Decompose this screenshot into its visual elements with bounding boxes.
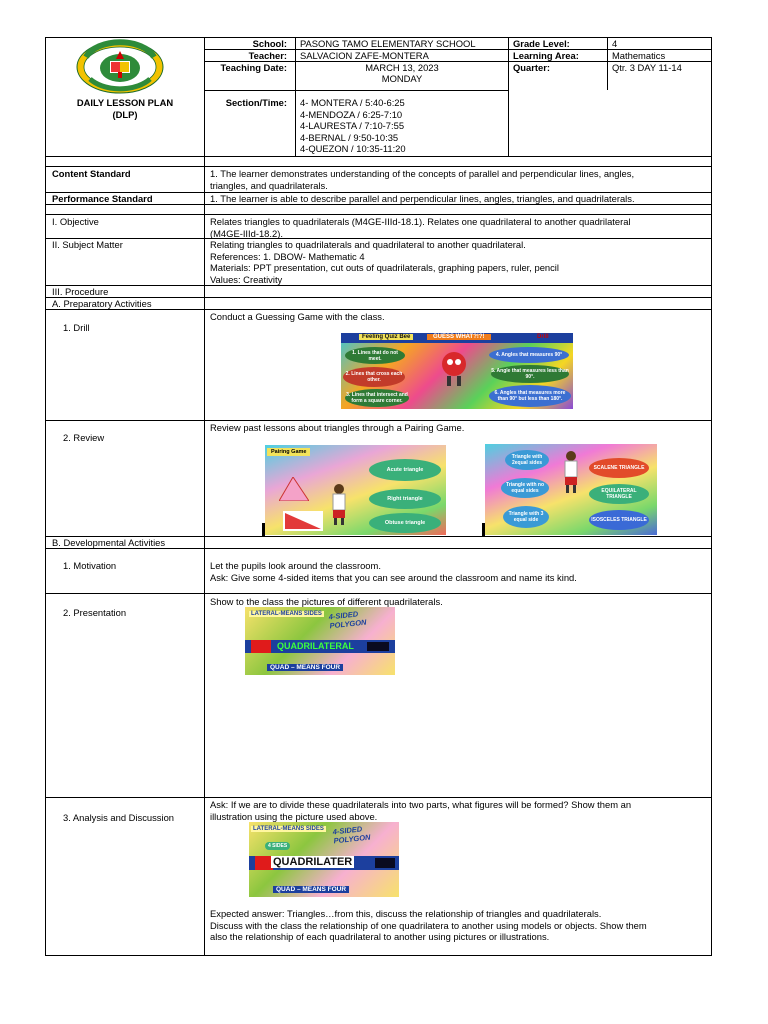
review-label: 2. Review <box>63 432 105 443</box>
answer-line: Expected answer: Triangles…from this, discuss the relationship of triangles and quadrilaterals. <box>210 908 602 919</box>
answer-line: also the relationship of each quadrilateral to another using pictures or illustrations. <box>210 931 550 943</box>
pairing-pill: Right triangle <box>369 489 441 509</box>
subject-matter-line: Materials: PPT presentation, cut outs of quadrilaterals, graphing papers, ruler, pencil <box>210 262 559 274</box>
quarter-label: Quarter: <box>513 62 550 73</box>
drill-label: 1. Drill <box>63 322 90 333</box>
student-icon <box>561 450 581 494</box>
drill-pill: 1. Lines that do not meet. <box>345 347 405 364</box>
student-icon <box>329 483 349 525</box>
quad-pic-bottom: QUAD – MEANS FOUR <box>267 664 343 671</box>
content-standard-text <box>210 168 634 191</box>
quad-pic-middle: QUADRILATERAL <box>277 641 354 651</box>
types-pill: ISOSCELES TRIANGLE <box>589 510 649 530</box>
page-title <box>46 97 204 120</box>
drill-pic-corner: Drill <box>537 334 549 340</box>
subject-matter-line: Values: Creativity <box>210 273 283 285</box>
analysis-pic-top-right: 4-SIDED POLYGON <box>332 824 371 846</box>
preparatory-activities-label: A. Preparatory Activities <box>52 298 152 309</box>
analysis-pic-bottom: QUAD – MEANS FOUR <box>273 886 349 893</box>
dark-shape <box>375 858 395 868</box>
grade-level-label: Grade Level: <box>513 38 570 49</box>
subject-matter-label: II. Subject Matter <box>52 239 123 250</box>
content-standard-label: Content Standard <box>52 168 131 179</box>
grade-level-value: 4 <box>612 38 618 49</box>
quadrilateral-image <box>245 607 395 675</box>
drill-pill: 6. Angles that measures more than 90° but less than 180°. <box>489 385 571 407</box>
presentation-text: Show to the class the pictures of different quadrilaterals. <box>210 596 443 607</box>
analysis-pic-small: 4 SIDES <box>265 842 290 850</box>
motivation-line: Ask: Give some 4-sided items that you can see around the classroom and name its kind. <box>210 571 577 583</box>
learning-area-value: Mathematics <box>612 50 666 61</box>
subject-matter-text <box>210 239 559 285</box>
title-line2: (DLP) <box>112 108 138 120</box>
drill-pic-title: Feeling Quiz Bee <box>359 334 413 340</box>
section-item: 4-BERNAL / 9:50-10:35 <box>300 131 399 143</box>
right-triangle-shape <box>283 511 323 531</box>
section-time-label: Section/Time: <box>225 97 287 108</box>
content-standard-line: 1. The learner demonstrates understanding of the concepts of parallel and perpendicular lines, angles, <box>210 168 635 179</box>
school-value: PASONG TAMO ELEMENTARY SCHOOL <box>300 38 476 49</box>
answer-line: Discuss with the class the relationship of one quadrilatera to another using models or objects. Show them <box>210 919 647 931</box>
drill-quiz-image <box>341 333 573 409</box>
drill-pill: 3. Lines that intersect and form a square corner. <box>345 389 409 407</box>
section-item: 4-LAURESTA / 7:10-7:55 <box>300 120 405 132</box>
teaching-date-label: Teaching Date: <box>220 62 287 73</box>
types-pill: SCALENE TRIANGLE <box>589 458 649 478</box>
analysis-line: Ask: If we are to divide these quadrilaterals into two parts, what figures will be formed? Show them an <box>210 799 632 810</box>
analysis-pic-top-left: LATERAL-MEANS SIDES <box>253 826 324 832</box>
review-text: Review past lessons about triangles through a Pairing Game. <box>210 422 465 433</box>
subject-matter-line: References: 1. DBOW- Mathematic 4 <box>210 250 365 262</box>
objective-line: (M4GE-IIId-18.2). <box>210 227 283 239</box>
school-label: School: <box>252 38 287 49</box>
quarter-value: Qtr. 3 DAY 11-14 <box>612 62 682 73</box>
drill-pill: 4. Angles that measures 90° <box>489 347 569 363</box>
teacher-value: SALVACION ZAFE-MONTERA <box>300 50 429 61</box>
objective-label: I. Objective <box>52 216 99 227</box>
quadrilateral-divided-image <box>249 822 399 897</box>
quad-pic-top-right: 4-SIDED POLYGON <box>328 609 367 631</box>
objective-text <box>210 216 631 239</box>
content-standard-line: triangles, and quadrilaterals. <box>210 179 328 191</box>
school-seal-logo <box>76 39 164 94</box>
day-value: MONDAY <box>381 73 423 84</box>
analysis-answer <box>210 908 647 943</box>
drill-pill: 5. Angle that measures less than 90°. <box>491 365 569 383</box>
section-item: 4-MENDOZA / 6:25-7:10 <box>300 108 403 120</box>
teacher-label: Teacher: <box>248 50 287 61</box>
presentation-label: 2. Presentation <box>63 607 127 618</box>
motivation-text <box>210 560 577 583</box>
pairing-pill: Acute triangle <box>369 459 441 481</box>
drill-pill: 2. Lines that cross each other. <box>343 367 405 387</box>
types-pill: Triangle with no equal sides <box>501 478 549 498</box>
objective-line: Relates triangles to quadrilaterals (M4GE-IIId-18.1). Relates one quadrilateral to another quadrilateral <box>210 216 631 227</box>
pairing-title: Pairing Game <box>267 448 310 456</box>
quad-pic-top-left: LATERAL-MEANS SIDES <box>251 611 322 617</box>
analysis-pic-middle: QUADRILATER <box>273 856 353 868</box>
types-pill: Triangle with 3 equal side <box>503 506 549 528</box>
subject-matter-line: Relating triangles to quadrilaterals and quadrilateral to another quadrilateral. <box>210 239 526 250</box>
learning-area-label: Learning Area: <box>513 50 579 61</box>
triangle-shape <box>279 477 309 501</box>
pairing-game-image <box>265 445 446 535</box>
section-item: 4- MONTERA / 5:40-6:25 <box>300 97 405 108</box>
motivation-line: Let the pupils look around the classroom. <box>210 560 381 571</box>
drill-pic-banner: GUESS WHAT?!?! <box>427 334 491 340</box>
performance-standard-text: 1. The learner is able to describe parallel and perpendicular lines, angles, triangles, and quadrilaterals. <box>210 193 635 204</box>
pairing-pill: Obtuse triangle <box>369 513 441 533</box>
date-value: MARCH 13, 2023 <box>365 62 439 73</box>
analysis-line: illustration using the picture used above. <box>210 810 378 822</box>
image-border-mark <box>482 523 485 537</box>
types-pill: Triangle with 2equal sides <box>505 450 549 470</box>
procedure-label: III. Procedure <box>52 286 109 297</box>
section-item: 4-QUEZON / 10:35-11:20 <box>300 143 406 155</box>
drill-text: Conduct a Guessing Game with the class. <box>210 311 385 322</box>
character-icon <box>439 349 469 389</box>
sections-list <box>300 97 406 155</box>
developmental-activities-label: B. Developmental Activities <box>52 537 166 548</box>
title-line1: DAILY LESSON PLAN <box>76 97 174 108</box>
image-border-mark <box>262 523 265 537</box>
performance-standard-label: Performance Standard <box>52 193 153 204</box>
analysis-question <box>210 799 631 822</box>
types-pill: EQUILATERAL TRIANGLE <box>589 484 649 504</box>
triangle-types-image <box>485 444 657 535</box>
motivation-label: 1. Motivation <box>63 560 117 571</box>
red-square-shape <box>251 640 271 653</box>
analysis-label: 3. Analysis and Discussion <box>63 812 174 823</box>
dark-shape <box>367 642 389 651</box>
